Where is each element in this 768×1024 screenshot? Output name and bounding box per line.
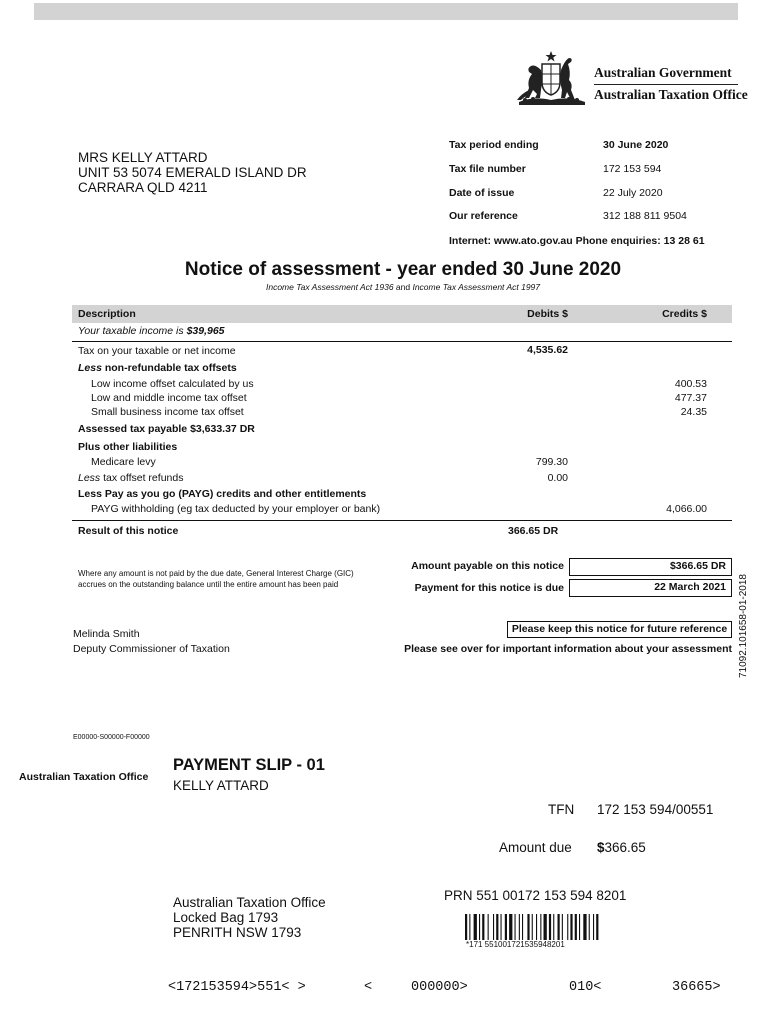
meta-value: 30 June 2020 — [603, 139, 669, 151]
micr-segment: <172153594>551< > — [168, 980, 306, 995]
form-code-vertical: 71092.101658-01-2018 — [738, 574, 749, 678]
refunds-label: tax offset refunds — [100, 472, 184, 484]
meta-value: 312 188 811 9504 — [603, 210, 687, 222]
meta-label: Our reference — [449, 210, 518, 222]
prn-number: PRN 551 00172 153 594 8201 — [444, 888, 627, 903]
postal-line: Australian Taxation Office — [173, 895, 326, 910]
amount-payable-label: Amount payable on this notice — [411, 560, 564, 572]
taxable-income-value: $39,965 — [186, 325, 225, 337]
meta-label: Tax file number — [449, 163, 526, 175]
barcode-icon — [465, 914, 636, 940]
micr-segment: 000000> — [411, 980, 468, 995]
address-line: CARRARA QLD 4211 — [78, 180, 208, 195]
table-row-label: Tax on your taxable or net income — [78, 345, 236, 357]
amount-due-number: 366.65 — [604, 840, 646, 855]
micr-segment: 010< — [569, 980, 602, 995]
page-title: Notice of assessment - year ended 30 June 2020 — [184, 259, 622, 280]
slip-title: PAYMENT SLIP - 01 — [173, 756, 325, 774]
col-description: Description — [78, 308, 136, 320]
barcode-text: *171 551001721535948201 — [466, 940, 565, 949]
table-row-heading — [78, 362, 237, 374]
signatory-name: Melinda Smith — [73, 628, 140, 640]
meta-value: 22 July 2020 — [603, 187, 663, 199]
address-line: UNIT 53 5074 EMERALD ISLAND DR — [78, 165, 307, 180]
table-row-label — [78, 472, 183, 484]
logo-divider — [594, 84, 738, 85]
table-row-credit: 477.37 — [674, 392, 707, 404]
taxable-income-prefix: Your taxable income is — [78, 325, 187, 337]
amount-due-label: Amount due — [499, 840, 572, 855]
table-row-label: Small business income tax offset — [91, 406, 244, 418]
gic-line: Where any amount is not paid by the due date, General Interest Charge (GIC) — [78, 569, 354, 578]
col-debits: Debits $ — [527, 308, 568, 320]
gov-name: Australian Government — [594, 65, 732, 80]
meta-label: Date of issue — [449, 187, 515, 199]
dollar-sign: $ — [597, 840, 605, 855]
less-word: Less — [78, 472, 101, 484]
offsets-heading: non-refundable tax offsets — [101, 362, 237, 374]
meta-value: 172 153 594 — [603, 163, 662, 175]
slip-code: E00000-S00000-F00000 — [73, 734, 150, 741]
postal-address — [173, 895, 326, 940]
table-row-debit: 4,535.62 — [527, 344, 568, 356]
contact-info: Internet: www.ato.gov.au Phone enquiries: 13 28 61 — [449, 235, 705, 247]
meta-label: Tax period ending — [449, 139, 539, 151]
table-row-label: Medicare levy — [91, 456, 156, 468]
table-row-debit: 799.30 — [535, 456, 568, 468]
assessed-tax: Assessed tax payable $3,633.37 DR — [78, 423, 255, 435]
table-row-label: Low and middle income tax offset — [91, 392, 247, 404]
act-1936: Income Tax Assessment Act 1936 — [265, 282, 394, 292]
tfn-value: 172 153 594/00551 — [597, 802, 714, 817]
table-row-debit: 0.00 — [547, 472, 568, 484]
col-credits: Credits $ — [662, 308, 707, 320]
coat-of-arms-icon — [513, 50, 589, 106]
tfn-label: TFN — [548, 802, 575, 817]
recipient-address — [78, 150, 307, 195]
government-logo — [513, 50, 748, 106]
amount-payable-box: $366.65 DR — [569, 558, 732, 576]
postal-line: Locked Bag 1793 — [173, 910, 279, 925]
see-over-note: Please see over for important information about your assessment — [404, 643, 732, 655]
table-divider — [72, 341, 732, 342]
less-word: Less — [78, 362, 102, 374]
gic-note — [78, 568, 354, 590]
table-row-credit: 400.53 — [674, 378, 707, 390]
signatory-title: Deputy Commissioner of Taxation — [73, 643, 230, 655]
slip-agency: Australian Taxation Office — [19, 771, 149, 783]
page-subtitle — [0, 282, 768, 292]
table-divider — [72, 520, 732, 521]
result-value: 366.65 DR — [508, 525, 559, 537]
table-row-label: PAYG withholding (eg tax deducted by your employer or bank) — [91, 503, 381, 515]
table-row-credit: 24.35 — [680, 406, 707, 418]
table-row-heading: Less Pay as you go (PAYG) credits and other entitlements — [78, 488, 367, 500]
agency-name: Australian Taxation Office — [594, 87, 748, 102]
amount-due-value — [597, 840, 646, 855]
due-date-box: 22 March 2021 — [569, 579, 732, 597]
due-date-label: Payment for this notice is due — [414, 582, 564, 594]
keep-notice-box: Please keep this notice for future reference — [507, 621, 732, 638]
table-row-label: Low income offset calculated by us — [91, 378, 254, 390]
gic-line: accrues on the outstanding balance until the entire amount has been paid — [78, 580, 339, 589]
slip-payer-name: KELLY ATTARD — [173, 778, 269, 793]
subtitle-and: and — [393, 282, 413, 292]
postal-line: PENRITH NSW 1793 — [173, 925, 302, 940]
act-1997: Income Tax Assessment Act 1997 — [412, 282, 541, 292]
table-row-heading: Plus other liabilities — [78, 441, 178, 453]
micr-segment: 36665> — [672, 980, 721, 995]
table-row-credit: 4,066.00 — [666, 503, 707, 515]
result-label: Result of this notice — [78, 525, 179, 537]
taxable-income — [78, 325, 225, 337]
address-line: MRS KELLY ATTARD — [78, 150, 208, 165]
micr-segment: < — [364, 980, 373, 995]
top-grey-bar — [34, 3, 738, 20]
